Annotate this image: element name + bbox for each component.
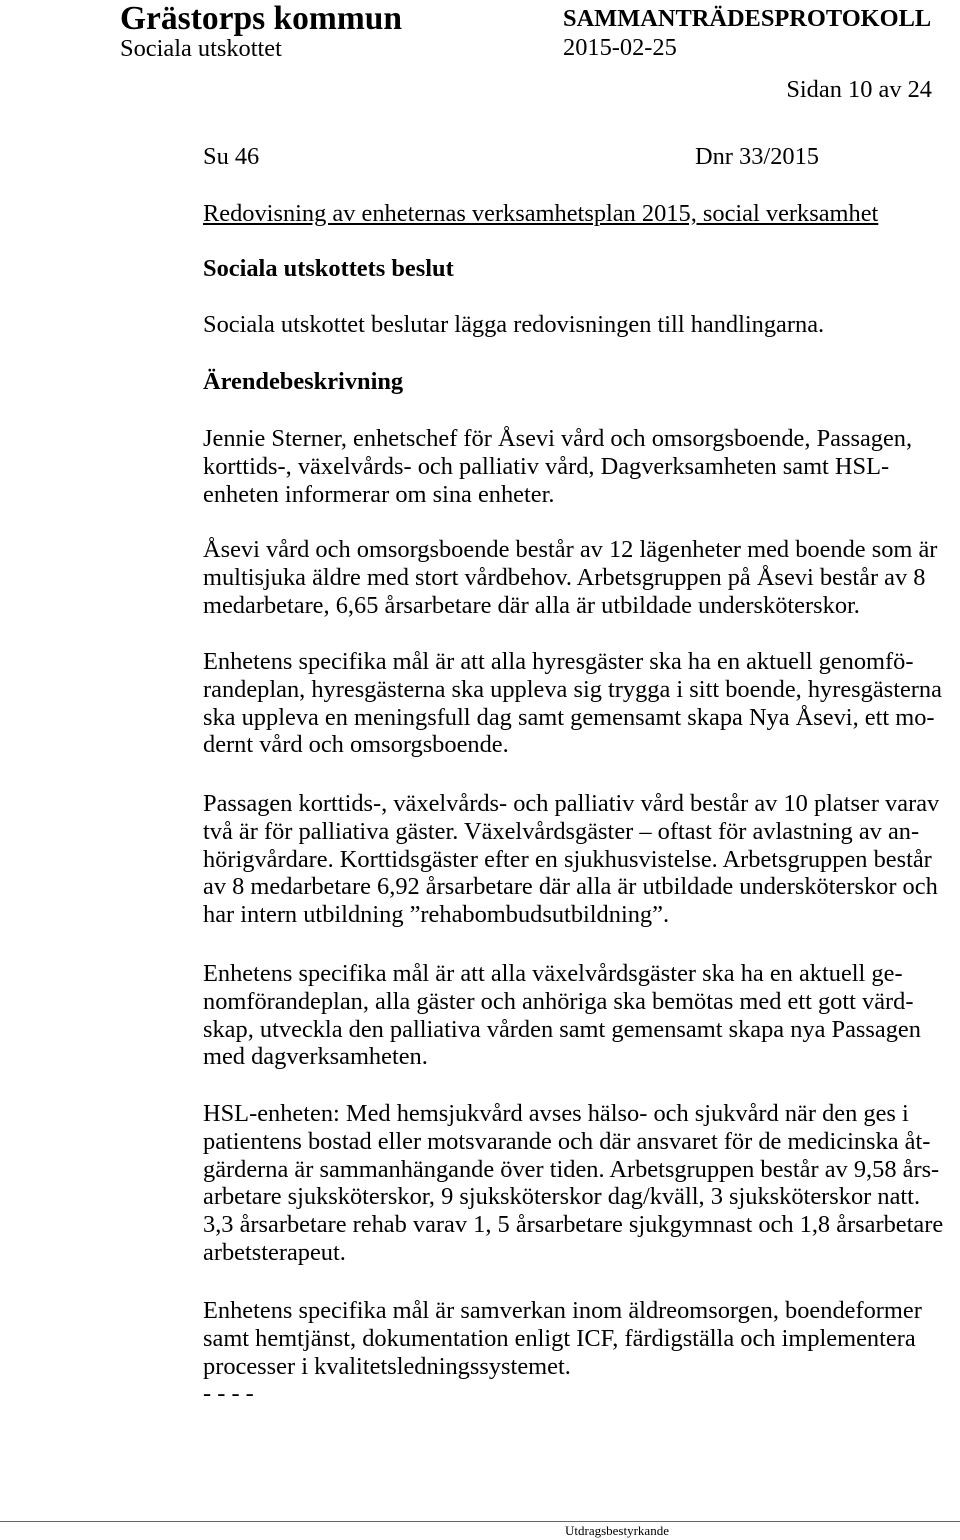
paragraph-line: skap, utveckla den palliativa vården samt gemensamt skapa nya Passagen (203, 1015, 921, 1043)
paragraph (203, 790, 939, 929)
paragraph-line: av 8 medarbetare 6,92 årsarbetare där alla är utbildade undersköterskor och (203, 873, 938, 901)
paragraph-line: Enhetens specifika mål är att alla växelvårdsgäster ska ha en aktuell ge- (203, 960, 903, 987)
page-number: Sidan 10 av 24 (786, 76, 932, 103)
paragraph (203, 1297, 922, 1380)
decision-text: Sociala utskottet beslutar lägga redovisningen till handlingarna. (203, 311, 825, 338)
paragraph-line: Jennie Sterner, enhetschef för Åsevi vård och omsorgsboende, Passagen, (203, 425, 913, 452)
paragraph-line: dernt vård och omsorgsboende. (203, 731, 509, 759)
paragraph (203, 960, 921, 1071)
paragraph-line: medarbetare, 6,65 årsarbetare där alla är utbildade undersköterskor. (203, 591, 860, 619)
decision-heading: Sociala utskottets beslut (203, 255, 454, 282)
paragraph-line: enheten informerar om sina enheter. (203, 480, 555, 508)
paragraph-line: har intern utbildning ”rehabombudsutbildning”. (203, 901, 670, 929)
paragraph-line: randeplan, hyresgästerna ska uppleva sig trygga i sitt boende, hyresgästerna (203, 675, 942, 703)
paragraph-line: nomförandeplan, alla gäster och anhöriga ska bemötas med ett gott värd- (203, 987, 914, 1015)
paragraph-line: ska uppleva en meningsfull dag samt gemensamt skapa Nya Åsevi, ett mo- (203, 703, 935, 731)
meeting-date: 2015-02-25 (563, 34, 677, 61)
paragraph-line: processer i kvalitetsledningssystemet. (203, 1352, 571, 1380)
paragraph (203, 425, 912, 508)
paragraph-line: patientens bostad eller motsvarande och där ansvaret för de medicinska åt- (203, 1127, 931, 1155)
paragraph-line: arbetare sjuksköterskor, 9 sjuksköterskor dag/kväll, 3 sjuksköterskor natt. (203, 1183, 921, 1211)
paragraph-line: Passagen korttids-, växelvårds- och palliativ vård består av 10 platser varav (203, 790, 940, 817)
document-type: SAMMANTRÄDESPROTOKOLL (563, 5, 932, 32)
item-number: Su 46 (203, 143, 260, 170)
item-title: Redovisning av enheternas verksamhetsplan 2015, social verksamhet (203, 200, 879, 227)
committee-name: Sociala utskottet (120, 35, 282, 62)
municipality-name: Grästorps kommun (120, 0, 402, 37)
paragraph-line: Enhetens specifika mål är samverkan inom äldreomsorgen, boendeformer (203, 1297, 922, 1324)
paragraph-line: HSL-enheten: Med hemsjukvård avses hälso- och sjukvård när den ges i (203, 1100, 909, 1127)
item-dnr: Dnr 33/2015 (695, 143, 819, 170)
paragraph-line: hörigvårdare. Korttidsgäster efter en sjukhusvistelse. Arbetsgruppen består (203, 845, 932, 873)
paragraph (203, 1100, 943, 1267)
paragraph-line: Enhetens specifika mål är att alla hyresgäster ska ha en aktuell genomfö- (203, 648, 914, 675)
paragraph (203, 648, 942, 759)
footer-divider (0, 1521, 960, 1522)
paragraph (203, 536, 937, 619)
end-marker: - - - - (203, 1380, 254, 1407)
certification-label: Utdragsbestyrkande (565, 1523, 669, 1538)
paragraph-line: gärderna är sammanhängande över tiden. Arbetsgruppen består av 9,58 års- (203, 1155, 940, 1183)
paragraph-line: 3,3 årsarbetare rehab varav 1, 5 årsarbetare sjukgymnast och 1,8 årsarbetare (203, 1211, 944, 1239)
paragraph-line: med dagverksamheten. (203, 1043, 428, 1071)
paragraph-line: två är för palliativa gäster. Växelvårdsgäster – oftast för avlastning av an- (203, 817, 920, 845)
paragraph-line: samt hemtjänst, dokumentation enligt ICF, färdigställa och implementera (203, 1324, 916, 1352)
paragraph-line: multisjuka äldre med stort vårdbehov. Arbetsgruppen på Åsevi består av 8 (203, 563, 926, 591)
paragraph-line: korttids-, växelvårds- och palliativ vård, Dagverksamheten samt HSL- (203, 452, 890, 480)
paragraph-line: arbetsterapeut. (203, 1238, 346, 1266)
paragraph-line: Åsevi vård och omsorgsboende består av 12 lägenheter med boende som är (203, 536, 938, 563)
description-heading: Ärendebeskrivning (203, 368, 404, 395)
